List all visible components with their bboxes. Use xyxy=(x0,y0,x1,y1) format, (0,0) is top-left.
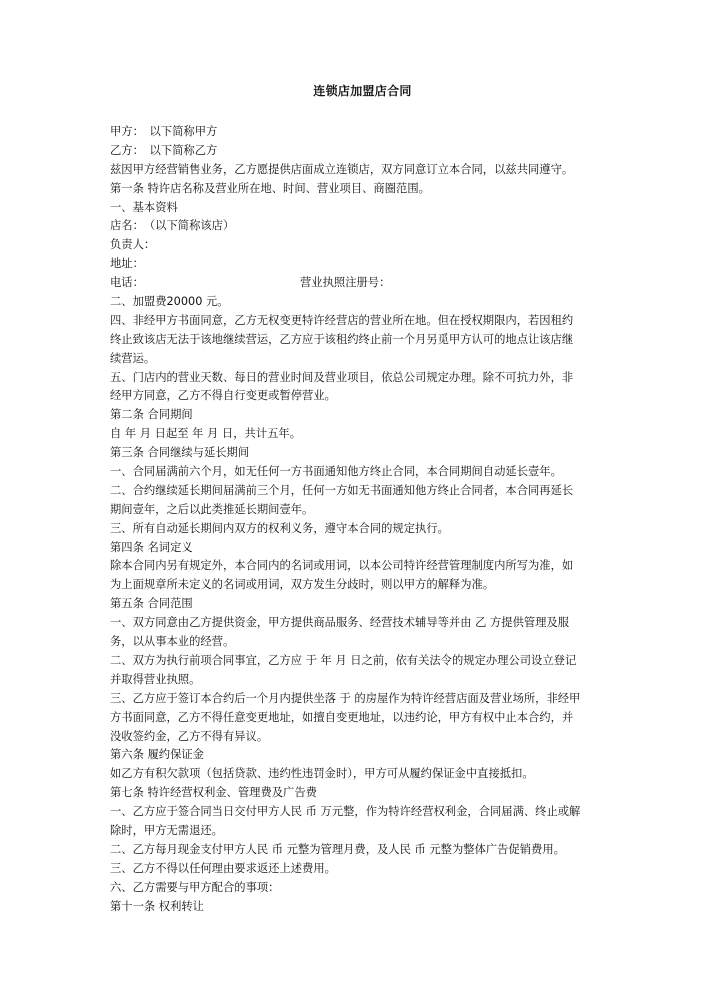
paragraph-line: 除时，甲方无需退还。 xyxy=(110,823,223,837)
paragraph-line: 终止致该店无法于该地继续营运，乙方应于该租约终止前一个月另觅甲方认可的地点让该店继 xyxy=(110,332,574,346)
paragraph-line: 方书面同意，乙方不得任意变更地址，如擅自变更地址，以违约论，甲方有权中止本合约，并 xyxy=(110,710,574,724)
section-heading: 一、基本资料 xyxy=(110,200,178,214)
address-line: 地址： xyxy=(110,257,144,271)
paragraph-line: 如乙方有积欠款项（包括贷款、违约性违罚金时），甲方可从履约保证金中直接抵扣。 xyxy=(110,767,534,781)
party-b-line: 乙方： 以下简称乙方 xyxy=(110,143,218,157)
article-heading: 第二条 合同期间 xyxy=(110,408,193,422)
paragraph-line: 除本合同内另有规定外，本合同内的名词或用词，以本公司特许经营管理制度内所写为准，如 xyxy=(110,559,574,573)
preamble-line: 兹因甲方经营销售业务，乙方愿提供店面成立连锁店，双方同意订立本合同，以兹共同遵守。 xyxy=(110,162,574,176)
store-name-line: 店名： （以下简称该店） xyxy=(110,219,235,233)
paragraph-line: 务，以从事本业的经营。 xyxy=(110,635,235,649)
article-heading: 第一条 特许店名称及营业所在地、时间、营业项目、商圈范围。 xyxy=(110,181,430,195)
paragraph-line: 没收签约金，乙方不得有异议。 xyxy=(110,729,269,743)
paragraph-line: 二、合约继续延长期间届满前三个月，任何一方如无书面通知他方终止合同者，本合同再延长 xyxy=(110,483,574,497)
paragraph-line: 一、合同届满前六个月，如无任何一方书面通知他方终止合同，本合同期间自动延长壹年。 xyxy=(110,465,562,479)
paragraph-line: 续营运。 xyxy=(110,351,156,365)
paragraph-line: 期间壹年，之后以此类推延长期间壹年。 xyxy=(110,502,314,516)
article-heading: 第十一条 权利转让 xyxy=(110,899,204,913)
spacer xyxy=(110,114,606,123)
paragraph-line: 二、乙方每月现金支付甲方人民 币 元整为管理月费，及人民 币 元整为整体广告促销费用。 xyxy=(110,842,565,856)
article-heading: 第三条 合同继续与延长期间 xyxy=(110,446,250,460)
party-a-line: 甲方： 以下简称甲方 xyxy=(110,125,218,138)
paragraph-line: 三、乙方应于签订本合约后一个月内提供坐落 于 的房屋作为特许经营店面及营业场所，非经甲 xyxy=(110,691,581,705)
article-heading: 第六条 履约保证金 xyxy=(110,748,204,762)
paragraph-line: 四、非经甲方书面同意，乙方无权变更特许经营店的营业所在地。但在授权期限内，若因租约 xyxy=(110,313,574,327)
phone-license-line xyxy=(110,274,606,293)
paragraph-line: 二、双方为执行前项合同事宜，乙方应 于 年 月 日之前，依有关法令的规定办理公司设立登记 xyxy=(110,653,577,667)
paragraph-line: 经甲方同意，乙方不得自行变更或暂停营业。 xyxy=(110,389,336,403)
paragraph-line: 一、双方同意由乙方提供资金，甲方提供商品服务、经营技术辅导等并由 乙 方提供管理及服 xyxy=(110,616,570,630)
paragraph-line: 并取得营业执照。 xyxy=(110,672,201,686)
article-heading: 第七条 特许经营权利金、管理费及广告费 xyxy=(110,786,317,800)
paragraph-line: 三、所有自动延长期间内双方的权利义务，遵守本合同的规定执行。 xyxy=(110,521,449,535)
article-heading: 第五条 合同范围 xyxy=(110,597,193,611)
document-title: 连锁店加盟店合同 xyxy=(313,84,412,98)
article-heading: 第四条 名词定义 xyxy=(110,540,193,554)
paragraph-line: 为上面规章所未定义的名词或用词，双方发生分歧时，则以甲方的解释为准。 xyxy=(110,578,495,592)
paragraph-line: 三、乙方不得以任何理由要求返还上述费用。 xyxy=(110,861,336,875)
contract-body xyxy=(110,114,606,916)
paragraph-line: 一、乙方应于签合同当日交付甲方人民 币 万元整，作为特许经营权利金，合同届满、终止或解 xyxy=(110,805,581,819)
section-heading: 六、乙方需要与甲方配合的事项： xyxy=(110,880,280,894)
manager-line: 负责人： xyxy=(110,238,156,252)
license-label: 营业执照注册号： xyxy=(300,276,391,290)
paragraph-line: 二、加盟费20000 元。 xyxy=(110,295,229,309)
phone-label: 电话： xyxy=(110,276,144,290)
paragraph-line: 自 年 月 日起至 年 月 日，共计五年。 xyxy=(110,427,302,441)
paragraph-line: 五、门店内的营业天数、每日的营业时间及营业项目，依总公司规定办理。除不可抗力外，非 xyxy=(110,370,574,384)
